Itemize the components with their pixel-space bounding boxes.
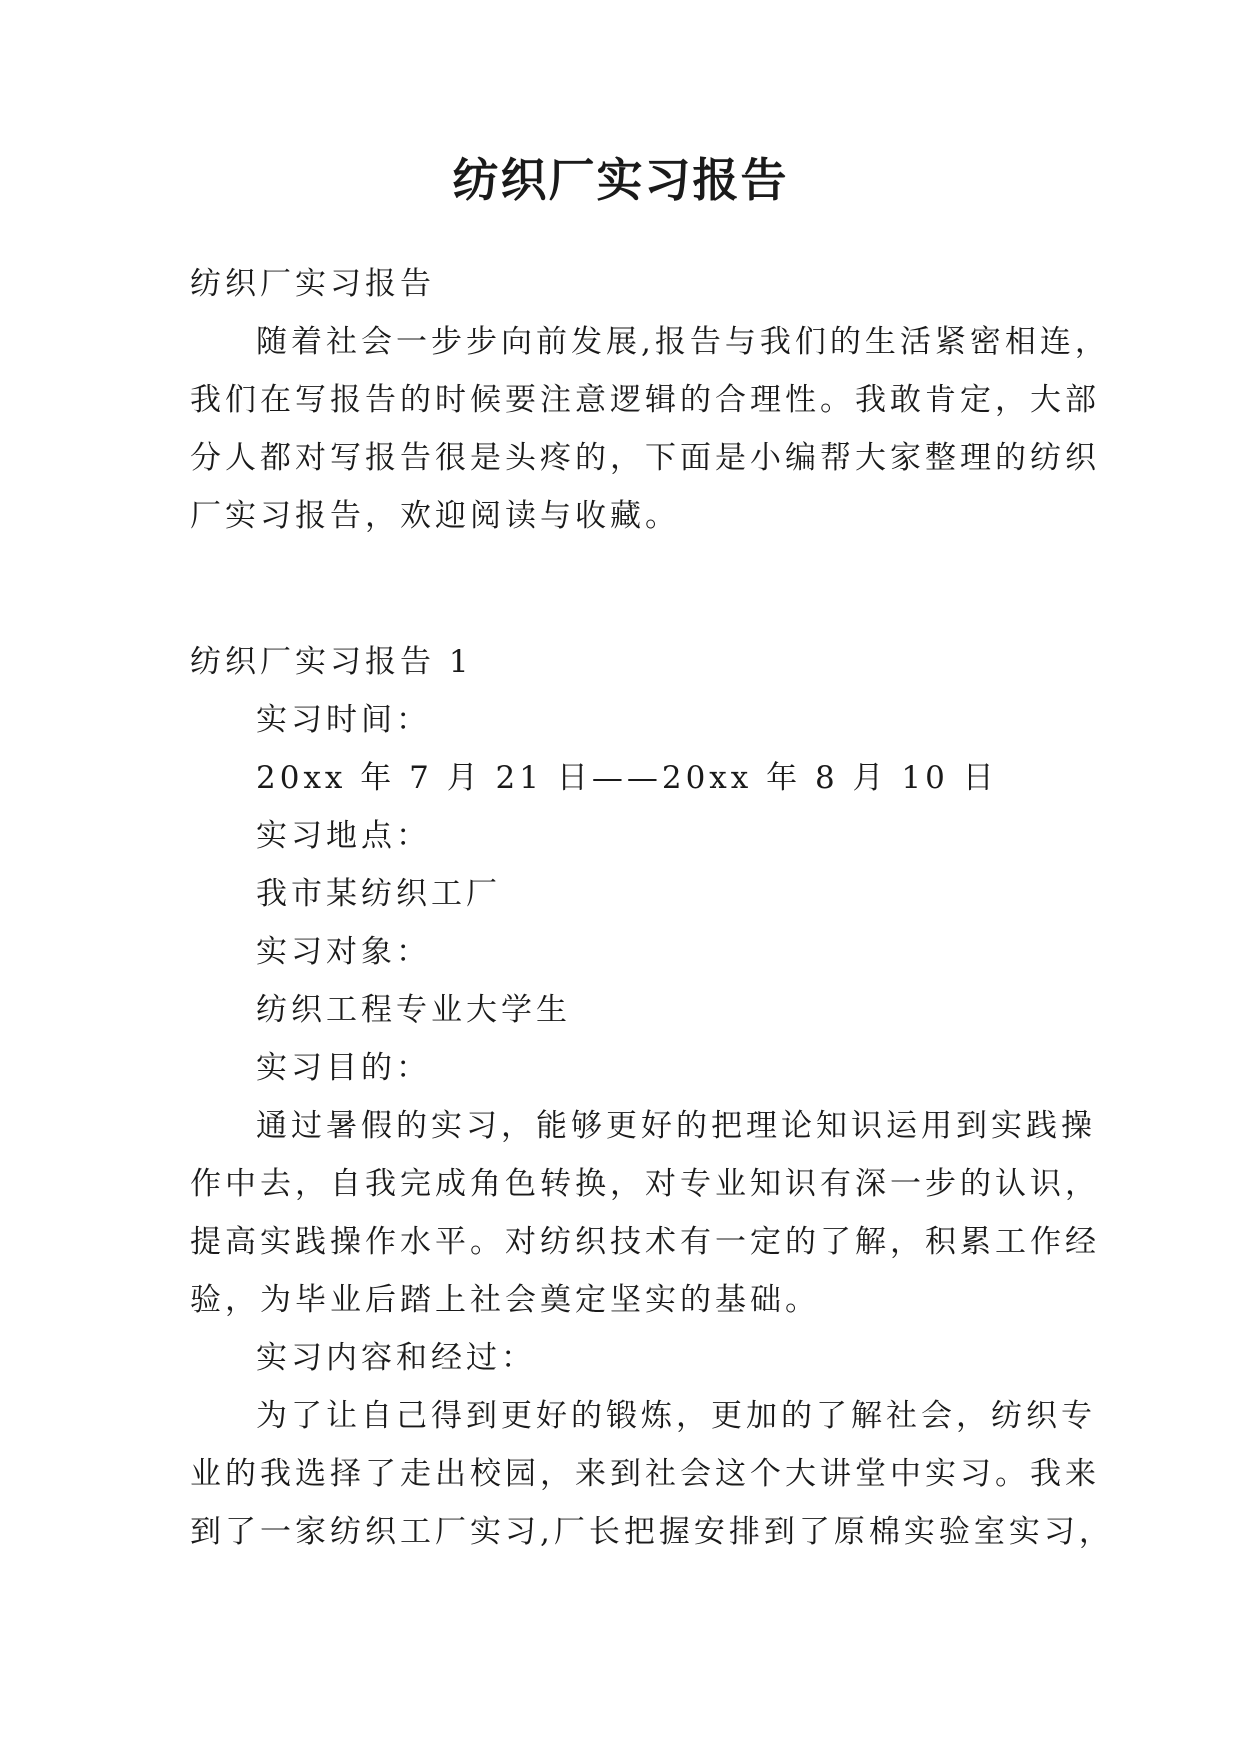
purpose-line-2: 作中去，自我完成角色转换，对专业知识有深一步的认识， [190,1166,1100,1202]
place-label: 实习地点： [256,818,431,854]
intro-heading: 纺织厂实习报告 [190,266,435,302]
place-value: 我市某纺织工厂 [256,876,501,912]
content-line-1: 为了让自己得到更好的锻炼，更加的了解社会，纺织专 [256,1398,1096,1434]
intro-line-4: 厂实习报告，欢迎阅读与收藏。 [190,498,680,534]
intro-line-3: 分人都对写报告很是头疼的，下面是小编帮大家整理的纺织 [190,440,1100,476]
intro-line-1: 随着社会一步步向前发展,报告与我们的生活紧密相连， [256,324,1110,360]
content-label: 实习内容和经过： [256,1340,536,1376]
intro-line-2: 我们在写报告的时候要注意逻辑的合理性。我敢肯定，大部 [190,382,1100,418]
report1-heading: 纺织厂实习报告 1 [190,644,473,680]
purpose-label: 实习目的： [256,1050,431,1086]
content-line-3: 到了一家纺织工厂实习,厂长把握安排到了原棉实验室实习， [190,1514,1114,1550]
target-value: 纺织工程专业大学生 [256,992,571,1028]
target-label: 实习对象： [256,934,431,970]
purpose-line-4: 验，为毕业后踏上社会奠定坚实的基础。 [190,1282,820,1318]
time-label: 实习时间： [256,702,431,738]
time-value: 20xx 年 7 月 21 日——20xx 年 8 月 10 日 [256,760,998,796]
content-line-2: 业的我选择了走出校园，来到社会这个大讲堂中实习。我来 [190,1456,1100,1492]
purpose-line-3: 提高实践操作水平。对纺织技术有一定的了解，积累工作经 [190,1224,1100,1260]
document-title: 纺织厂实习报告 [452,153,789,207]
purpose-line-1: 通过暑假的实习，能够更好的把理论知识运用到实践操 [256,1108,1096,1144]
